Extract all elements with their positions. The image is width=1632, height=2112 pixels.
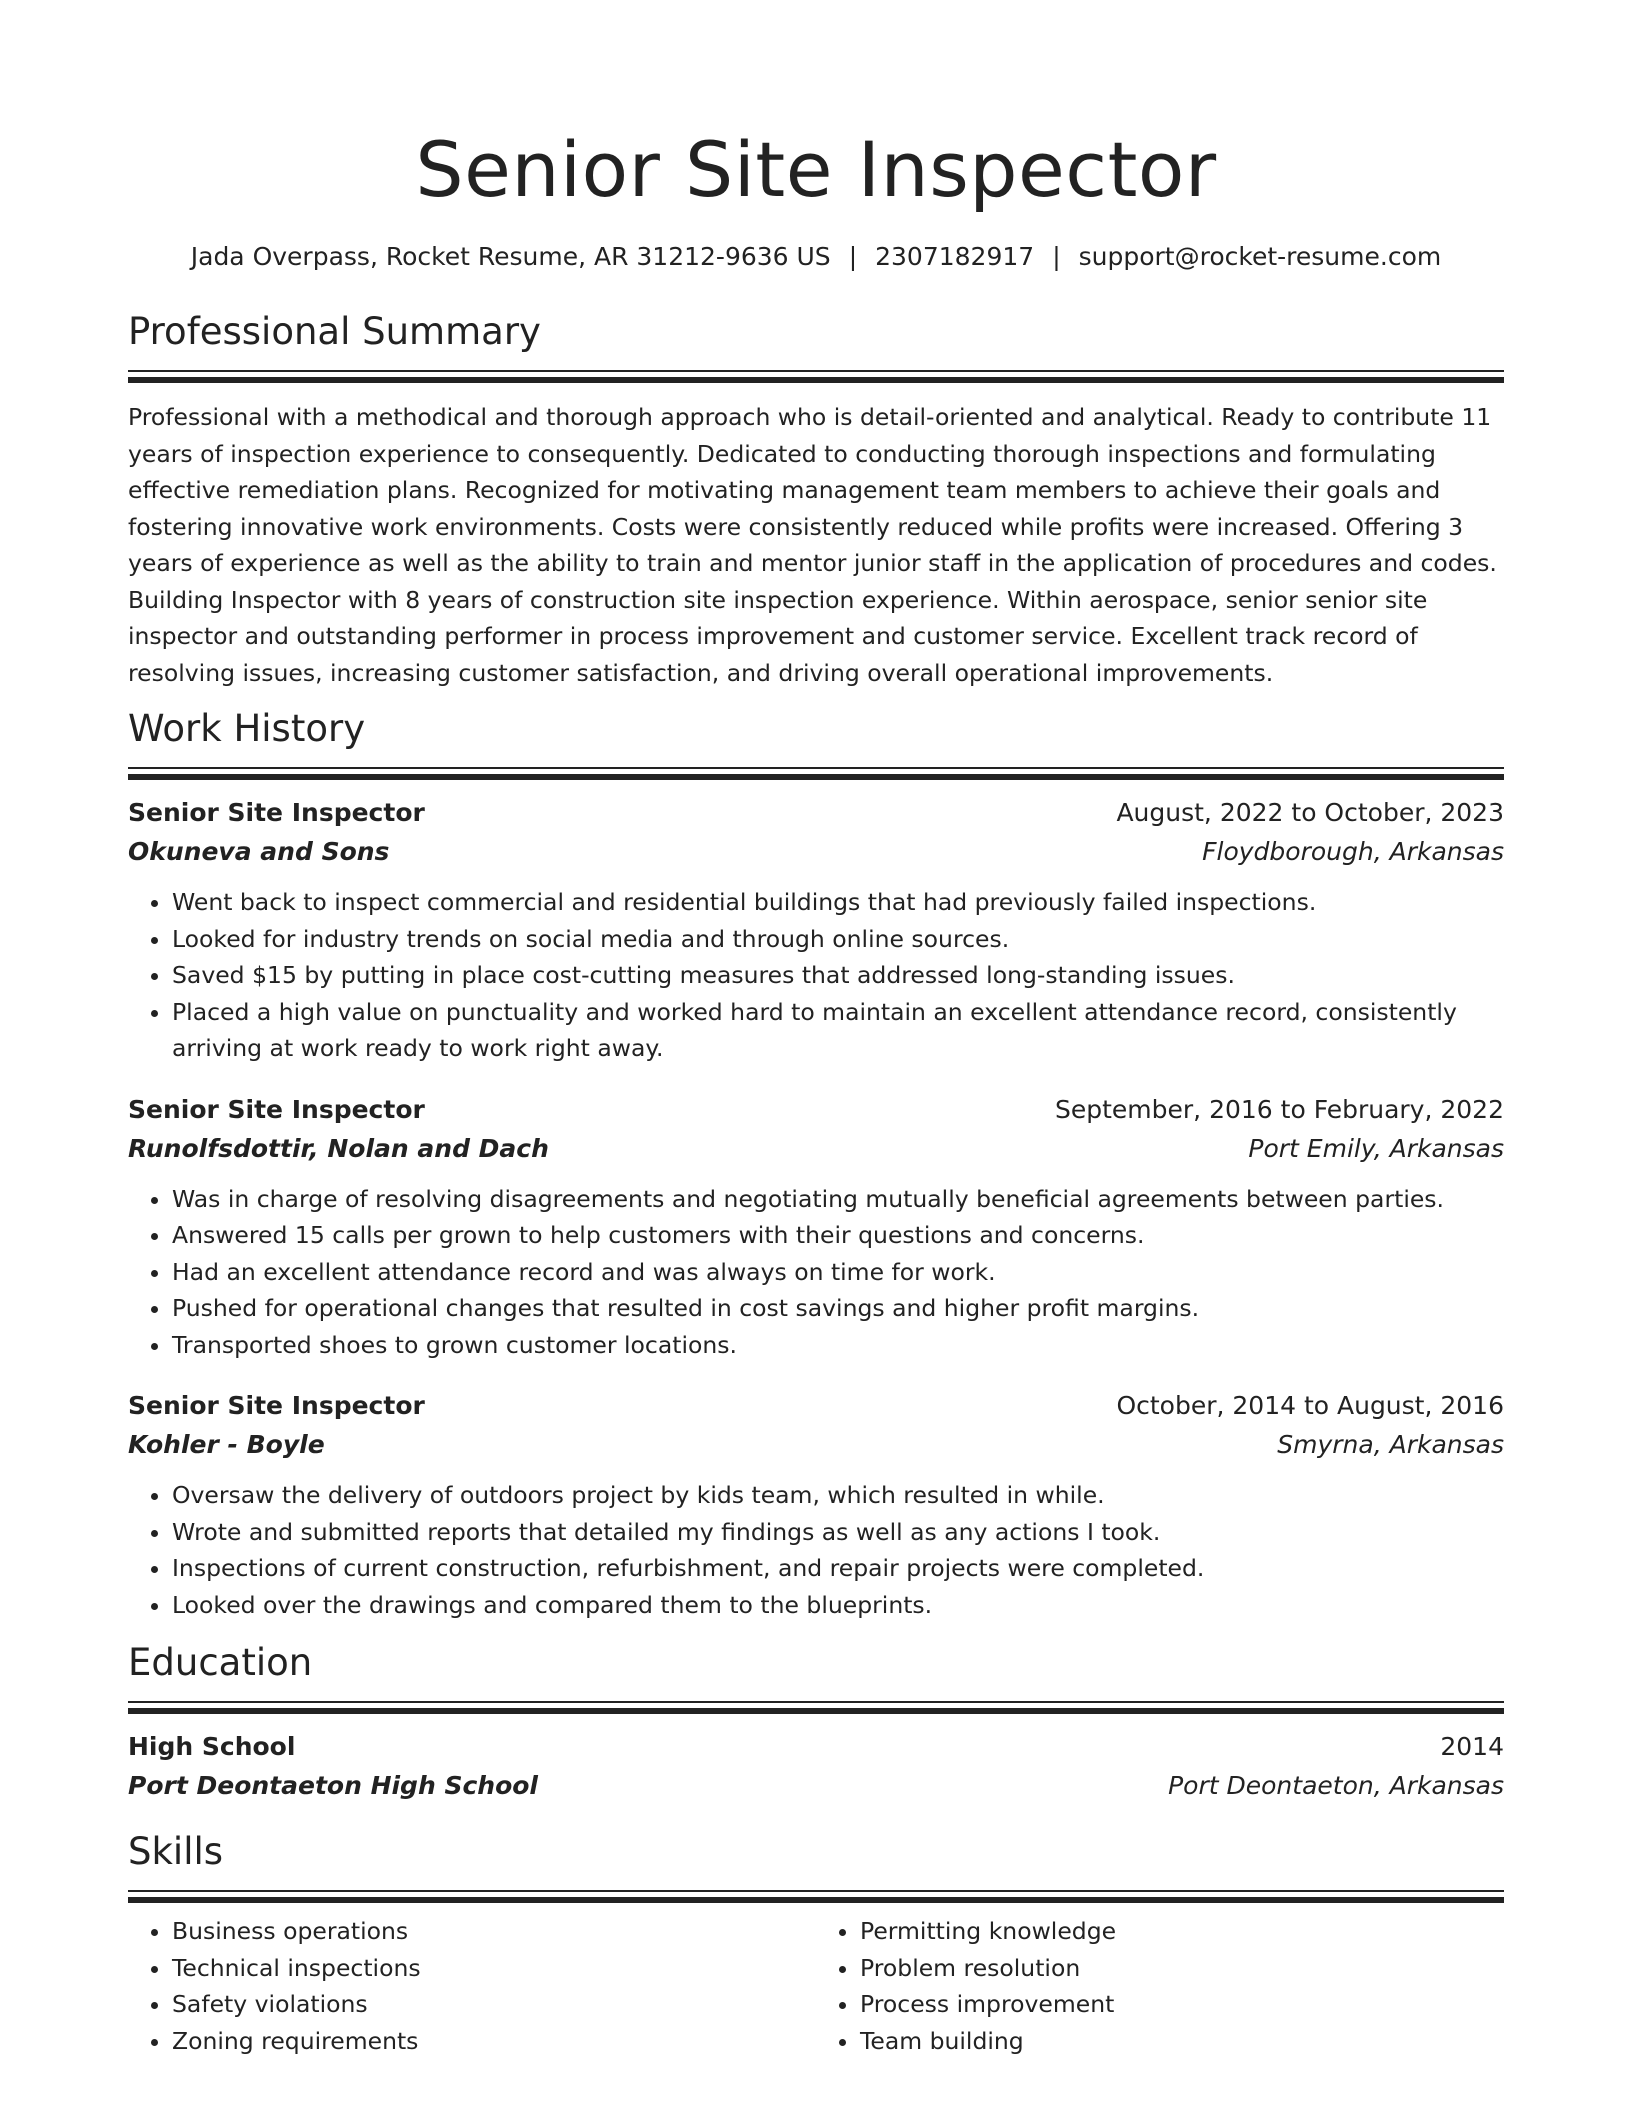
skills-column-left (128, 1913, 816, 2059)
list-item: • Looked over the drawings and compared them to the blueprints. (172, 1587, 1504, 1624)
list-item: • Process improvement (860, 1986, 1504, 2023)
contact-separator: | (848, 242, 858, 271)
list-item: • Saved $15 by putting in place cost-cutting measures that addressed long-standing issues. (172, 957, 1504, 994)
job-dates: August, 2022 to October, 2023 (1116, 798, 1504, 827)
job-duties (128, 1181, 1504, 1364)
summary-section (128, 308, 1504, 691)
skills-section (128, 1828, 1504, 2059)
job-location: Floydborough, Arkansas (1202, 837, 1504, 866)
section-heading-summary: Professional Summary (128, 310, 541, 353)
section-rule (128, 1701, 1504, 1714)
section-rule (128, 1890, 1504, 1903)
education-location: Port Deontaeton, Arkansas (1168, 1771, 1504, 1800)
contact-email: support@rocket-resume.com (1078, 242, 1442, 271)
job-title: Senior Site Inspector (128, 1094, 425, 1124)
list-item: • Permitting knowledge (860, 1913, 1504, 1950)
list-item: • Inspections of current construction, refurbishment, and repair projects were completed. (172, 1550, 1504, 1587)
job-entry (128, 794, 1504, 1067)
contact-address: Jada Overpass, Rocket Resume, AR 31212-9636 US (190, 242, 831, 271)
section-heading-education: Education (128, 1641, 313, 1684)
job-entry (128, 1091, 1504, 1364)
job-duties (128, 884, 1504, 1067)
list-item: • Had an excellent attendance record and was always on time for work. (172, 1254, 1504, 1291)
list-item: • Problem resolution (860, 1950, 1504, 1987)
job-location: Port Emily, Arkansas (1248, 1133, 1504, 1163)
list-item: • Wrote and submitted reports that detailed my findings as well as any actions I took. (172, 1514, 1504, 1551)
job-dates: September, 2016 to February, 2022 (1055, 1094, 1504, 1124)
contact-separator: | (1052, 242, 1061, 271)
list-item: • Looked for industry trends on social media and through online sources. (172, 921, 1504, 958)
education-school: Port Deontaeton High School (128, 1771, 538, 1800)
job-dates: October, 2014 to August, 2016 (1116, 1391, 1504, 1420)
job-title: Senior Site Inspector (128, 798, 425, 827)
education-degree: High School (128, 1732, 296, 1761)
list-item: • Zoning requirements (172, 2023, 816, 2060)
education-section (128, 1639, 1504, 1806)
job-location: Smyrna, Arkansas (1277, 1430, 1504, 1459)
contact-line (128, 240, 1504, 274)
list-item: • Transported shoes to grown customer locations. (172, 1327, 1504, 1364)
list-item: • Safety violations (172, 1986, 816, 2023)
education-year: 2014 (1440, 1732, 1504, 1761)
list-item: • Went back to inspect commercial and residential buildings that had previously failed inspections. (172, 884, 1504, 921)
section-rule (128, 767, 1504, 780)
job-title: Senior Site Inspector (128, 1391, 425, 1420)
list-item: • Business operations (172, 1913, 816, 1950)
list-item: • Pushed for operational changes that resulted in cost savings and higher profit margins. (172, 1290, 1504, 1327)
list-item: • Answered 15 calls per grown to help customers with their questions and concerns. (172, 1217, 1504, 1254)
education-entry (128, 1728, 1504, 1806)
skills-list (128, 1913, 1504, 2059)
list-item: • Placed a high value on punctuality and worked hard to maintain an excellent attendance record, consistently arriving at work ready to work right away. (172, 994, 1504, 1067)
job-company: Okuneva and Sons (128, 837, 390, 866)
list-item: • Technical inspections (172, 1950, 816, 1987)
resume-title: Senior Site Inspector (415, 125, 1217, 214)
contact-phone: 2307182917 (875, 242, 1035, 271)
section-heading-work: Work History (128, 707, 366, 750)
section-heading-skills: Skills (128, 1830, 224, 1873)
skills-column-right (816, 1913, 1504, 2059)
job-company: Kohler - Boyle (128, 1430, 325, 1459)
summary-text: Professional with a methodical and thorough approach who is detail-oriented and analytical. Ready to contribute 11 years of inspection experience to consequently. Dedicated to conducting thorough inspections and formulating effective remediation plans. Recognized for motivating management team members to achieve their goals and fostering innovative work environments. Costs were consistently reduced while profits were increased. Offering 3 years of experience as well as the ability to train and mentor junior staff in the application of procedures and codes. Building Inspector with 8 years of construction site inspection experience. Within aerospace, senior senior site inspector and outstanding performer in process improvement and customer service. Excellent track record of resolving issues, increasing customer satisfaction, and driving overall operational improvements. (128, 403, 1497, 687)
work-section (128, 705, 1504, 1623)
list-item: • Oversaw the delivery of outdoors project by kids team, which resulted in while. (172, 1477, 1504, 1514)
job-company: Runolfsdottir, Nolan and Dach (128, 1133, 549, 1163)
section-rule (128, 370, 1504, 383)
list-item: • Was in charge of resolving disagreements and negotiating mutually beneficial agreements between parties. (172, 1181, 1504, 1218)
job-entry (128, 1387, 1504, 1623)
job-duties (128, 1477, 1504, 1623)
list-item: • Team building (860, 2023, 1504, 2060)
